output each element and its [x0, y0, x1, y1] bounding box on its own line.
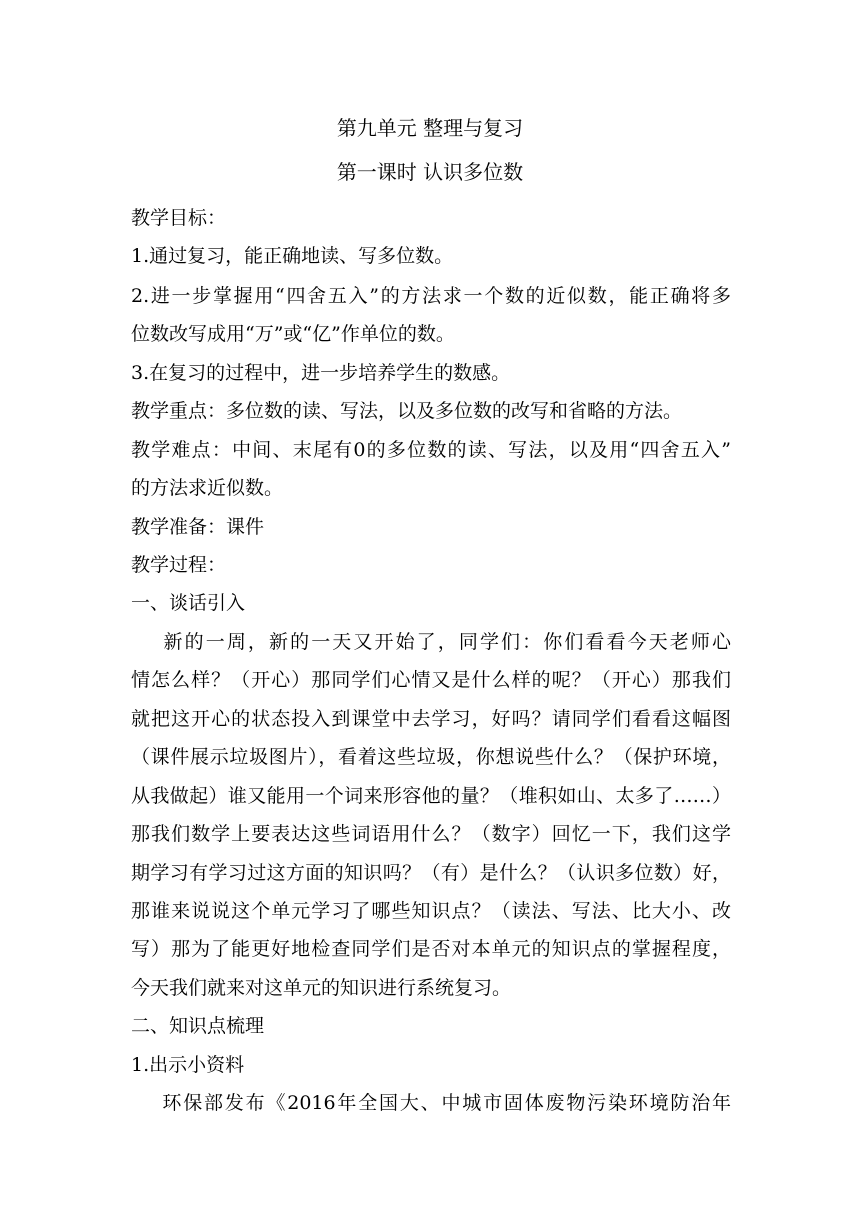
lesson-subtitle: 第一课时 认识多位数	[336, 160, 524, 184]
heading-introduction: 一、谈话引入	[131, 592, 246, 614]
intro-paragraph-line-4: （课件展示垃圾图片），看着这些垃圾，你想说些什么？（保护环境，	[131, 746, 731, 768]
intro-paragraph-line-3: 就把这开心的状态投入到课堂中去学习，好吗？请同学们看看这幅图	[131, 708, 731, 730]
key-points: 教学重点：多位数的读、写法，以及多位数的改写和省略的方法。	[131, 400, 683, 422]
difficult-points-line-1: 教学难点：中间、末尾有0的多位数的读、写法，以及用“四舍五入”	[131, 439, 731, 461]
objective-1: 1.通过复习，能正确地读、写多位数。	[131, 245, 454, 267]
section-label-process: 教学过程：	[131, 554, 227, 576]
heading-knowledge-review: 二、知识点梳理	[131, 1015, 265, 1037]
item-show-material: 1.出示小资料	[131, 1054, 245, 1076]
difficult-points-line-2: 的方法求近似数。	[131, 477, 284, 499]
intro-paragraph-line-6: 那我们数学上要表达这些词语用什么？（数字）回忆一下，我们这学	[131, 823, 731, 845]
teaching-preparation: 教学准备：课件	[131, 516, 265, 538]
intro-paragraph-line-5: 从我做起）谁又能用一个词来形容他的量？（堆积如山、太多了……）	[131, 785, 731, 807]
objective-2-line-1: 2.进一步掌握用“四舍五入”的方法求一个数的近似数，能正确将多	[131, 285, 731, 307]
intro-paragraph-line-7: 期学习有学习过这方面的知识吗？（有）是什么？（认识多位数）好，	[131, 862, 731, 884]
intro-paragraph-line-2: 情怎么样？（开心）那同学们心情又是什么样的呢？（开心）那我们	[131, 669, 731, 691]
intro-paragraph-line-8: 那谁来说说这个单元学习了哪些知识点？（读法、写法、比大小、改	[131, 900, 731, 922]
objective-2-line-2: 位数改写成用“万”或“亿”作单位的数。	[131, 323, 455, 345]
section-label-objectives: 教学目标：	[131, 207, 227, 229]
material-paragraph-line-1: 环保部发布《2016年全国大、中城市固体废物污染环境防治年	[131, 1092, 731, 1114]
intro-paragraph-line-10: 今天我们就来对这单元的知识进行系统复习。	[131, 977, 512, 999]
intro-paragraph-line-9: 写）那为了能更好地检查同学们是否对本单元的知识点的掌握程度，	[131, 938, 731, 960]
objective-3: 3.在复习的过程中，进一步培养学生的数感。	[131, 362, 511, 384]
intro-paragraph-line-1: 新的一周，新的一天又开始了，同学们：你们看看今天老师心	[131, 631, 731, 653]
document-title: 第九单元 整理与复习	[336, 116, 524, 140]
